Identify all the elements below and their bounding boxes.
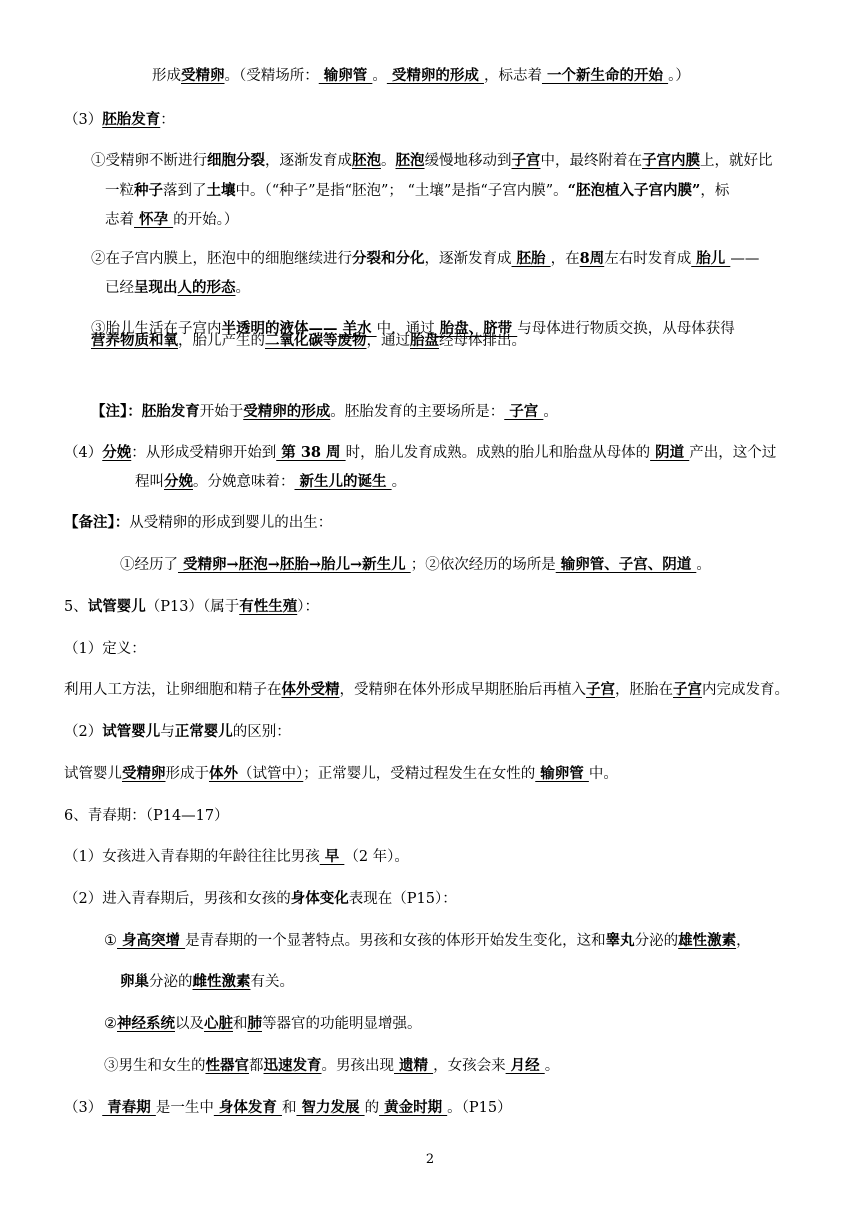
text-run: 。 xyxy=(544,1058,560,1074)
text-line xyxy=(64,639,146,659)
text-line xyxy=(64,806,229,826)
text-run: ，标志着 xyxy=(483,68,542,84)
text-run: （3） xyxy=(64,1100,103,1116)
text-run: 落到了 xyxy=(163,183,207,199)
text-line xyxy=(104,1014,422,1034)
text-run: ，通过 xyxy=(366,333,410,349)
underlined-term: 子宫 xyxy=(673,681,702,698)
text-run: —— xyxy=(730,251,760,267)
text-line xyxy=(91,151,773,171)
text-run: （2） xyxy=(64,724,103,740)
text-run: 等器官的功能明显增强。 xyxy=(262,1016,422,1032)
text-run: 上，就好比 xyxy=(700,153,773,169)
text-line xyxy=(64,513,332,533)
text-run: 。分娩意味着： xyxy=(193,474,295,490)
underlined-term: 受精卵的形成 xyxy=(386,67,484,84)
text-run: 。 xyxy=(381,153,396,169)
text-run: 时，胎儿发育成熟。成熟的胎儿和胎盘从母体的 xyxy=(345,445,651,461)
text-run: 中，最终附着在 xyxy=(540,153,642,169)
underlined-term: 心脏 xyxy=(204,1015,233,1032)
text-run: 都 xyxy=(249,1058,264,1074)
text-run: （3） xyxy=(64,112,103,128)
text-run: 以及 xyxy=(175,1016,204,1032)
underlined-term: 迅速发育 xyxy=(263,1057,322,1074)
underlined-term: 性器官 xyxy=(205,1057,249,1074)
underlined-term: 二氧化碳等废物 xyxy=(265,332,367,349)
text-line xyxy=(91,402,558,422)
underlined-term: 输卵管、子宫、阴道 xyxy=(555,556,697,573)
underlined-term: 第 38 周 xyxy=(276,444,346,461)
text-run: ① xyxy=(104,933,117,949)
underlined-term: 羊水 xyxy=(337,320,377,337)
text-run: 。 xyxy=(235,280,250,296)
text-run: 5、 xyxy=(64,599,88,615)
text-run: ；正常婴儿，受精过程发生在女性的 xyxy=(303,766,536,782)
page-number: 2 xyxy=(425,1152,435,1167)
text-run: （4） xyxy=(64,445,103,461)
text-run: 有关。 xyxy=(250,974,294,990)
text-line xyxy=(104,931,751,951)
text-run: 和 xyxy=(233,1016,248,1032)
text-run: 与 xyxy=(160,724,175,740)
text-run: 已经 xyxy=(105,280,134,296)
underlined-term: 胎儿 xyxy=(691,250,731,267)
underlined-term: 子宫 xyxy=(504,403,544,420)
underlined-term: 身体发育 xyxy=(213,1099,282,1116)
bold-term: 细胞分裂 xyxy=(207,152,265,169)
underlined-term: 体外 xyxy=(209,765,238,782)
text-line xyxy=(64,680,789,700)
text-run: 。 xyxy=(372,68,387,84)
underlined-term: 受精卵→胚泡→胚胎→胎儿→新生儿 xyxy=(178,556,411,573)
bold-term: 试管婴儿 xyxy=(102,723,161,740)
text-run: 中。（“种子”是指“胚泡”； “土壤”是指“子宫内膜”。 xyxy=(235,183,568,199)
text-line xyxy=(105,278,250,298)
bold-term: 睾丸 xyxy=(605,932,635,949)
text-run: ①受精卵不断进行 xyxy=(91,153,207,169)
text-run: 形成 xyxy=(152,68,181,84)
bold-term: 半透明的液体—— xyxy=(221,320,338,337)
text-run: 开始于 xyxy=(199,404,244,420)
text-line xyxy=(91,331,526,351)
text-run: 6、青春期：（P14—17） xyxy=(64,808,229,824)
underlined-term: 月经 xyxy=(505,1057,545,1074)
text-run: ，受精卵在体外形成早期胚胎后再植入 xyxy=(339,682,586,698)
text-run: 。） xyxy=(668,68,690,84)
bold-term: 土壤 xyxy=(206,182,236,199)
text-line xyxy=(64,110,175,130)
bold-term: 胚胎发育 xyxy=(141,403,200,420)
bold-term: 种子 xyxy=(134,182,163,199)
text-run: 表现在（P15）： xyxy=(348,891,457,907)
bold-term: 卵巢 xyxy=(120,973,149,990)
underlined-term: 子宫 xyxy=(511,152,541,169)
text-run: 缓慢地移动到 xyxy=(424,153,512,169)
text-line xyxy=(91,249,759,269)
underlined-term: 体外受精 xyxy=(281,681,340,698)
text-run: ， xyxy=(736,933,751,949)
underlined-term: 一个新生命的开始 xyxy=(541,67,669,84)
underlined-term: 怀孕 xyxy=(134,211,174,228)
underlined-term: 营养物质和氧 xyxy=(91,332,178,349)
text-run: 产出，这个过 xyxy=(689,445,777,461)
underlined-term: 子宫 xyxy=(586,681,615,698)
text-run: 。胚胎发育的主要场所是： xyxy=(330,404,505,420)
bold-term: 正常婴儿 xyxy=(174,723,233,740)
underlined-term: 受精卵的形成 xyxy=(243,403,331,420)
text-run: ③胎儿生活在子宫内 xyxy=(91,321,222,337)
underlined-term: 肺 xyxy=(247,1015,262,1032)
text-line xyxy=(64,847,409,867)
bold-term: 身体变化 xyxy=(290,890,349,907)
bold-term: “胚泡植入子宫内膜” xyxy=(567,182,701,199)
underlined-term: 新生儿的诞生 xyxy=(294,473,392,490)
text-line xyxy=(104,1056,559,1076)
text-run: 与母体进行物质交换，从母体获得 xyxy=(517,321,735,337)
underlined-term: 遗精 xyxy=(394,1057,434,1074)
text-run: ①经历了 xyxy=(120,557,178,573)
text-run: 中。 xyxy=(588,766,618,782)
bold-term: 分裂和分化 xyxy=(352,250,425,267)
text-run: 。男孩出现 xyxy=(321,1058,394,1074)
text-run: ；②依次经历的场所是 xyxy=(410,557,556,573)
underlined-term: 身高突增 xyxy=(117,932,186,949)
text-run: ②在子宫内膜上，胚泡中的细胞继续进行 xyxy=(91,251,352,267)
text-run: ）： xyxy=(297,599,319,615)
text-run: （1）定义： xyxy=(64,641,146,657)
underlined-term: 输卵管 xyxy=(318,67,373,84)
text-line xyxy=(120,555,711,575)
underlined-term: 雄性激素 xyxy=(678,932,737,949)
text-run: 和 xyxy=(281,1100,297,1116)
text-run: 。（P15） xyxy=(447,1100,512,1116)
text-run: 中，通过 xyxy=(376,321,435,337)
text-run: ： xyxy=(160,112,175,128)
text-run: 。 xyxy=(696,557,711,573)
bold-term: 【注】： xyxy=(91,403,142,420)
text-line xyxy=(64,1098,512,1118)
text-run: ，标 xyxy=(700,183,730,199)
text-line xyxy=(120,972,294,992)
underlined-term: 胎盘、脐带 xyxy=(434,320,518,337)
underlined-term: 有性生殖 xyxy=(239,598,298,615)
bold-term: 试管婴儿 xyxy=(87,598,146,615)
text-run: ，逐渐发育成 xyxy=(265,153,352,169)
text-line xyxy=(64,722,291,742)
text-run: 。 xyxy=(391,474,407,490)
underlined-term: 胚胎 xyxy=(511,250,551,267)
underlined-term: 雌性激素 xyxy=(192,973,251,990)
text-line xyxy=(152,66,690,86)
bold-term: 【备注】： xyxy=(64,514,130,531)
text-run: 的区别： xyxy=(232,724,291,740)
text-line xyxy=(135,472,406,492)
text-run: 分泌的 xyxy=(634,933,679,949)
text-line xyxy=(64,443,776,463)
text-run: ，胚胎在 xyxy=(615,682,673,698)
underlined-term: 胎盘 xyxy=(410,332,439,349)
text-run: 利用人工方法，让卵细胞和精子在 xyxy=(64,682,282,698)
text-run: ，女孩会来 xyxy=(433,1058,506,1074)
text-run: ：从形成受精卵开始到 xyxy=(131,445,277,461)
underlined-term: （试管中） xyxy=(238,766,304,782)
text-line xyxy=(105,210,238,230)
bold-term: 呈现出 xyxy=(134,279,178,296)
underlined-term: 早 xyxy=(319,848,345,865)
text-run: 是青春期的一个显著特点。男孩和女孩的体形开始发生变化，这和 xyxy=(185,933,606,949)
underlined-term: 受精卵 xyxy=(122,765,166,782)
text-run: 试管婴儿 xyxy=(64,766,122,782)
text-run: ③男生和女生的 xyxy=(104,1058,206,1074)
underlined-term: 分娩 xyxy=(164,473,193,490)
underlined-term: 阴道 xyxy=(650,444,690,461)
text-run: （P13）（属于 xyxy=(145,599,240,615)
text-run: 分泌的 xyxy=(149,974,193,990)
underlined-term: 青春期 xyxy=(102,1099,156,1116)
underlined-term: 子宫内膜 xyxy=(642,152,700,169)
underlined-term: 智力发展 xyxy=(296,1099,365,1116)
text-run: 是一生中 xyxy=(155,1100,214,1116)
text-line xyxy=(64,889,457,909)
text-run: 的 xyxy=(364,1100,380,1116)
text-run: 。 xyxy=(543,404,558,420)
text-run: （2 年）。 xyxy=(344,849,409,865)
underlined-term: 黄金时期 xyxy=(379,1099,448,1116)
text-run: （2）进入青春期后，男孩和女孩的 xyxy=(64,891,291,907)
text-line xyxy=(64,764,618,784)
text-run: 志着 xyxy=(105,212,134,228)
underlined-term: 胚泡 xyxy=(352,152,381,169)
text-line xyxy=(105,181,729,201)
text-run: 的开始。） xyxy=(173,212,239,228)
text-run: 。（受精场所： xyxy=(224,68,319,84)
text-run: 左右时发育成 xyxy=(604,251,692,267)
text-run: 形成于 xyxy=(165,766,209,782)
underlined-term: 神经系统 xyxy=(117,1015,175,1032)
underlined-term: 人的形态 xyxy=(177,279,236,296)
text-run: 程叫 xyxy=(135,474,164,490)
text-run: ，在 xyxy=(550,251,580,267)
text-run: 从受精卵的形成到婴儿的出生： xyxy=(129,515,333,531)
text-run: ，逐渐发育成 xyxy=(424,251,512,267)
text-run: 一粒 xyxy=(105,183,134,199)
underlined-term: 8周 xyxy=(579,250,605,267)
underlined-term: 胚胎发育 xyxy=(102,111,161,128)
text-line xyxy=(64,597,319,617)
text-run: （1）女孩进入青春期的年龄往往比男孩 xyxy=(64,849,320,865)
underlined-term: 受精卵 xyxy=(181,67,225,84)
text-run: ，胎儿产生的 xyxy=(178,333,265,349)
text-run: 内完成发育。 xyxy=(702,682,789,698)
text-run: 经母体排出。 xyxy=(439,333,526,349)
underlined-term: 分娩 xyxy=(102,444,132,461)
text-run: ② xyxy=(104,1016,117,1032)
underlined-term: 胚泡 xyxy=(395,152,425,169)
underlined-term: 输卵管 xyxy=(535,765,589,782)
